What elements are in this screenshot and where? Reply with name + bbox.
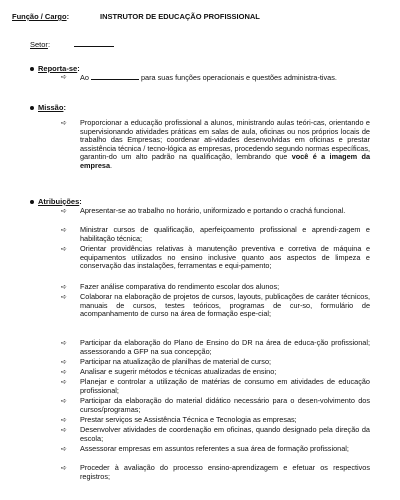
job-label-colon: : bbox=[66, 12, 70, 21]
arrow-icon: ➪ bbox=[61, 227, 67, 234]
setor-colon: : bbox=[47, 40, 51, 49]
arrow-icon: ➪ bbox=[61, 246, 67, 253]
bullet-icon bbox=[30, 67, 34, 71]
reporta-blank-line bbox=[91, 73, 139, 80]
atribuicoes-label: Atribuições bbox=[38, 197, 80, 206]
list-item: Prestar serviços se Assistência Técnica e Tecnologia as empresas; bbox=[80, 415, 297, 424]
list-item: Desenvolver atividades de coordenação em oficinas, quando designado pela direção da escola; bbox=[80, 425, 370, 443]
list-item: Apresentar-se ao trabalho no horário, uniformizado e portando o crachá funcional. bbox=[80, 206, 346, 215]
list-item: Participar da elaboração do material didático necessário para o desen-volvimento dos cursos/programas; bbox=[80, 396, 370, 414]
job-title: INSTRUTOR DE EDUCAÇÃO PROFISSIONAL bbox=[100, 12, 260, 21]
arrow-icon: ➪ bbox=[61, 465, 67, 472]
arrow-icon: ➪ bbox=[61, 379, 67, 386]
arrow-icon: ➪ bbox=[61, 120, 67, 127]
arrow-icon: ➪ bbox=[61, 417, 67, 424]
arrow-icon: ➪ bbox=[61, 340, 67, 347]
reporta-label: Reporta-se bbox=[38, 64, 78, 73]
missao-end: . bbox=[110, 160, 113, 170]
bullet-icon bbox=[30, 200, 34, 204]
arrow-icon: ➪ bbox=[61, 369, 67, 376]
arrow-icon: ➪ bbox=[61, 398, 67, 405]
atribuicoes-heading bbox=[30, 197, 82, 206]
arrow-icon: ➪ bbox=[61, 294, 67, 301]
list-item: Participar na atualização de planilhas de material de curso; bbox=[80, 357, 272, 366]
arrow-icon: ➪ bbox=[61, 446, 67, 453]
setor-field bbox=[30, 39, 114, 49]
list-item: Assessorar empresas em assuntos referentes a sua área de formação profissional; bbox=[80, 444, 349, 453]
arrow-icon: ➪ bbox=[61, 359, 67, 366]
job-header bbox=[12, 12, 260, 21]
reporta-text-after: para suas funções operacionais e questões administra-tivas. bbox=[141, 73, 337, 82]
list-item: Analisar e sugerir métodos e técnicas atualizadas de ensino; bbox=[80, 367, 277, 376]
list-item: Fazer análise comparativa do rendimento escolar dos alunos; bbox=[80, 282, 280, 291]
list-item: Proceder à avaliação do processo ensino-aprendizagem e efetuar os respectivos registros; bbox=[80, 463, 370, 481]
missao-body: Proporcionar a educação profissional a alunos, ministrando aulas teóri-cas, orientando e supervisionando atividades práticas em salas de aula, oficinas ou nos próprios locais de trabalho das Empresas; coordenar ati-vidades desenvolvidas em oficinas e prestar assistência técnica / tecno-lógica as empresas, procedendo segundo normas específicas, garantin-do um alto padrão na qualificação, lembrando que bbox=[80, 118, 371, 162]
arrow-icon: ➪ bbox=[61, 427, 67, 434]
missao-highlight: você é a imagem da empresa bbox=[80, 152, 371, 170]
missao-text bbox=[80, 119, 370, 171]
missao-label: Missão bbox=[38, 103, 64, 112]
missao-heading bbox=[30, 103, 66, 112]
arrow-icon: ➪ bbox=[61, 208, 67, 215]
list-item: Ministrar cursos de qualificação, aperfeiçoamento profissional e aprendi-zagem e habilitação técnica; bbox=[80, 225, 370, 243]
arrow-icon: ➪ bbox=[61, 74, 67, 81]
setor-blank-line bbox=[74, 39, 114, 47]
arrow-icon: ➪ bbox=[61, 284, 67, 291]
reporta-text bbox=[80, 73, 370, 83]
list-item: Planejar e controlar a utilização de matérias de consumo em atividades de educação profissional; bbox=[80, 377, 370, 395]
atribuicoes-colon: : bbox=[79, 197, 82, 206]
bullet-icon bbox=[30, 106, 34, 110]
job-label: Função / Cargo bbox=[12, 12, 67, 21]
list-item: Colaborar na elaboração de projetos de cursos, layouts, publicações de caráter técnicos, manuais de cursos, testes teóricos, programas de cur-so, formulário de acompanhamento de curso na área de formação espe-cial; bbox=[80, 292, 370, 319]
setor-label: Setor bbox=[30, 40, 48, 49]
missao-colon: : bbox=[63, 103, 66, 112]
list-item: Participar da elaboração do Plano de Ensino do DR na área de educa-ção profissional; assessorando a GFP na sua concepção; bbox=[80, 338, 370, 356]
list-item: Orientar providências relativas à manutenção preventiva e corretiva de máquina e equipamentos utilizados no ensino inclusive quanto aos aspectos de limpeza e conservação das instalações, ferramentas e equi-pamento; bbox=[80, 244, 370, 271]
reporta-heading bbox=[30, 64, 80, 73]
reporta-colon: : bbox=[77, 64, 80, 73]
reporta-text-before: Ao bbox=[80, 73, 89, 82]
